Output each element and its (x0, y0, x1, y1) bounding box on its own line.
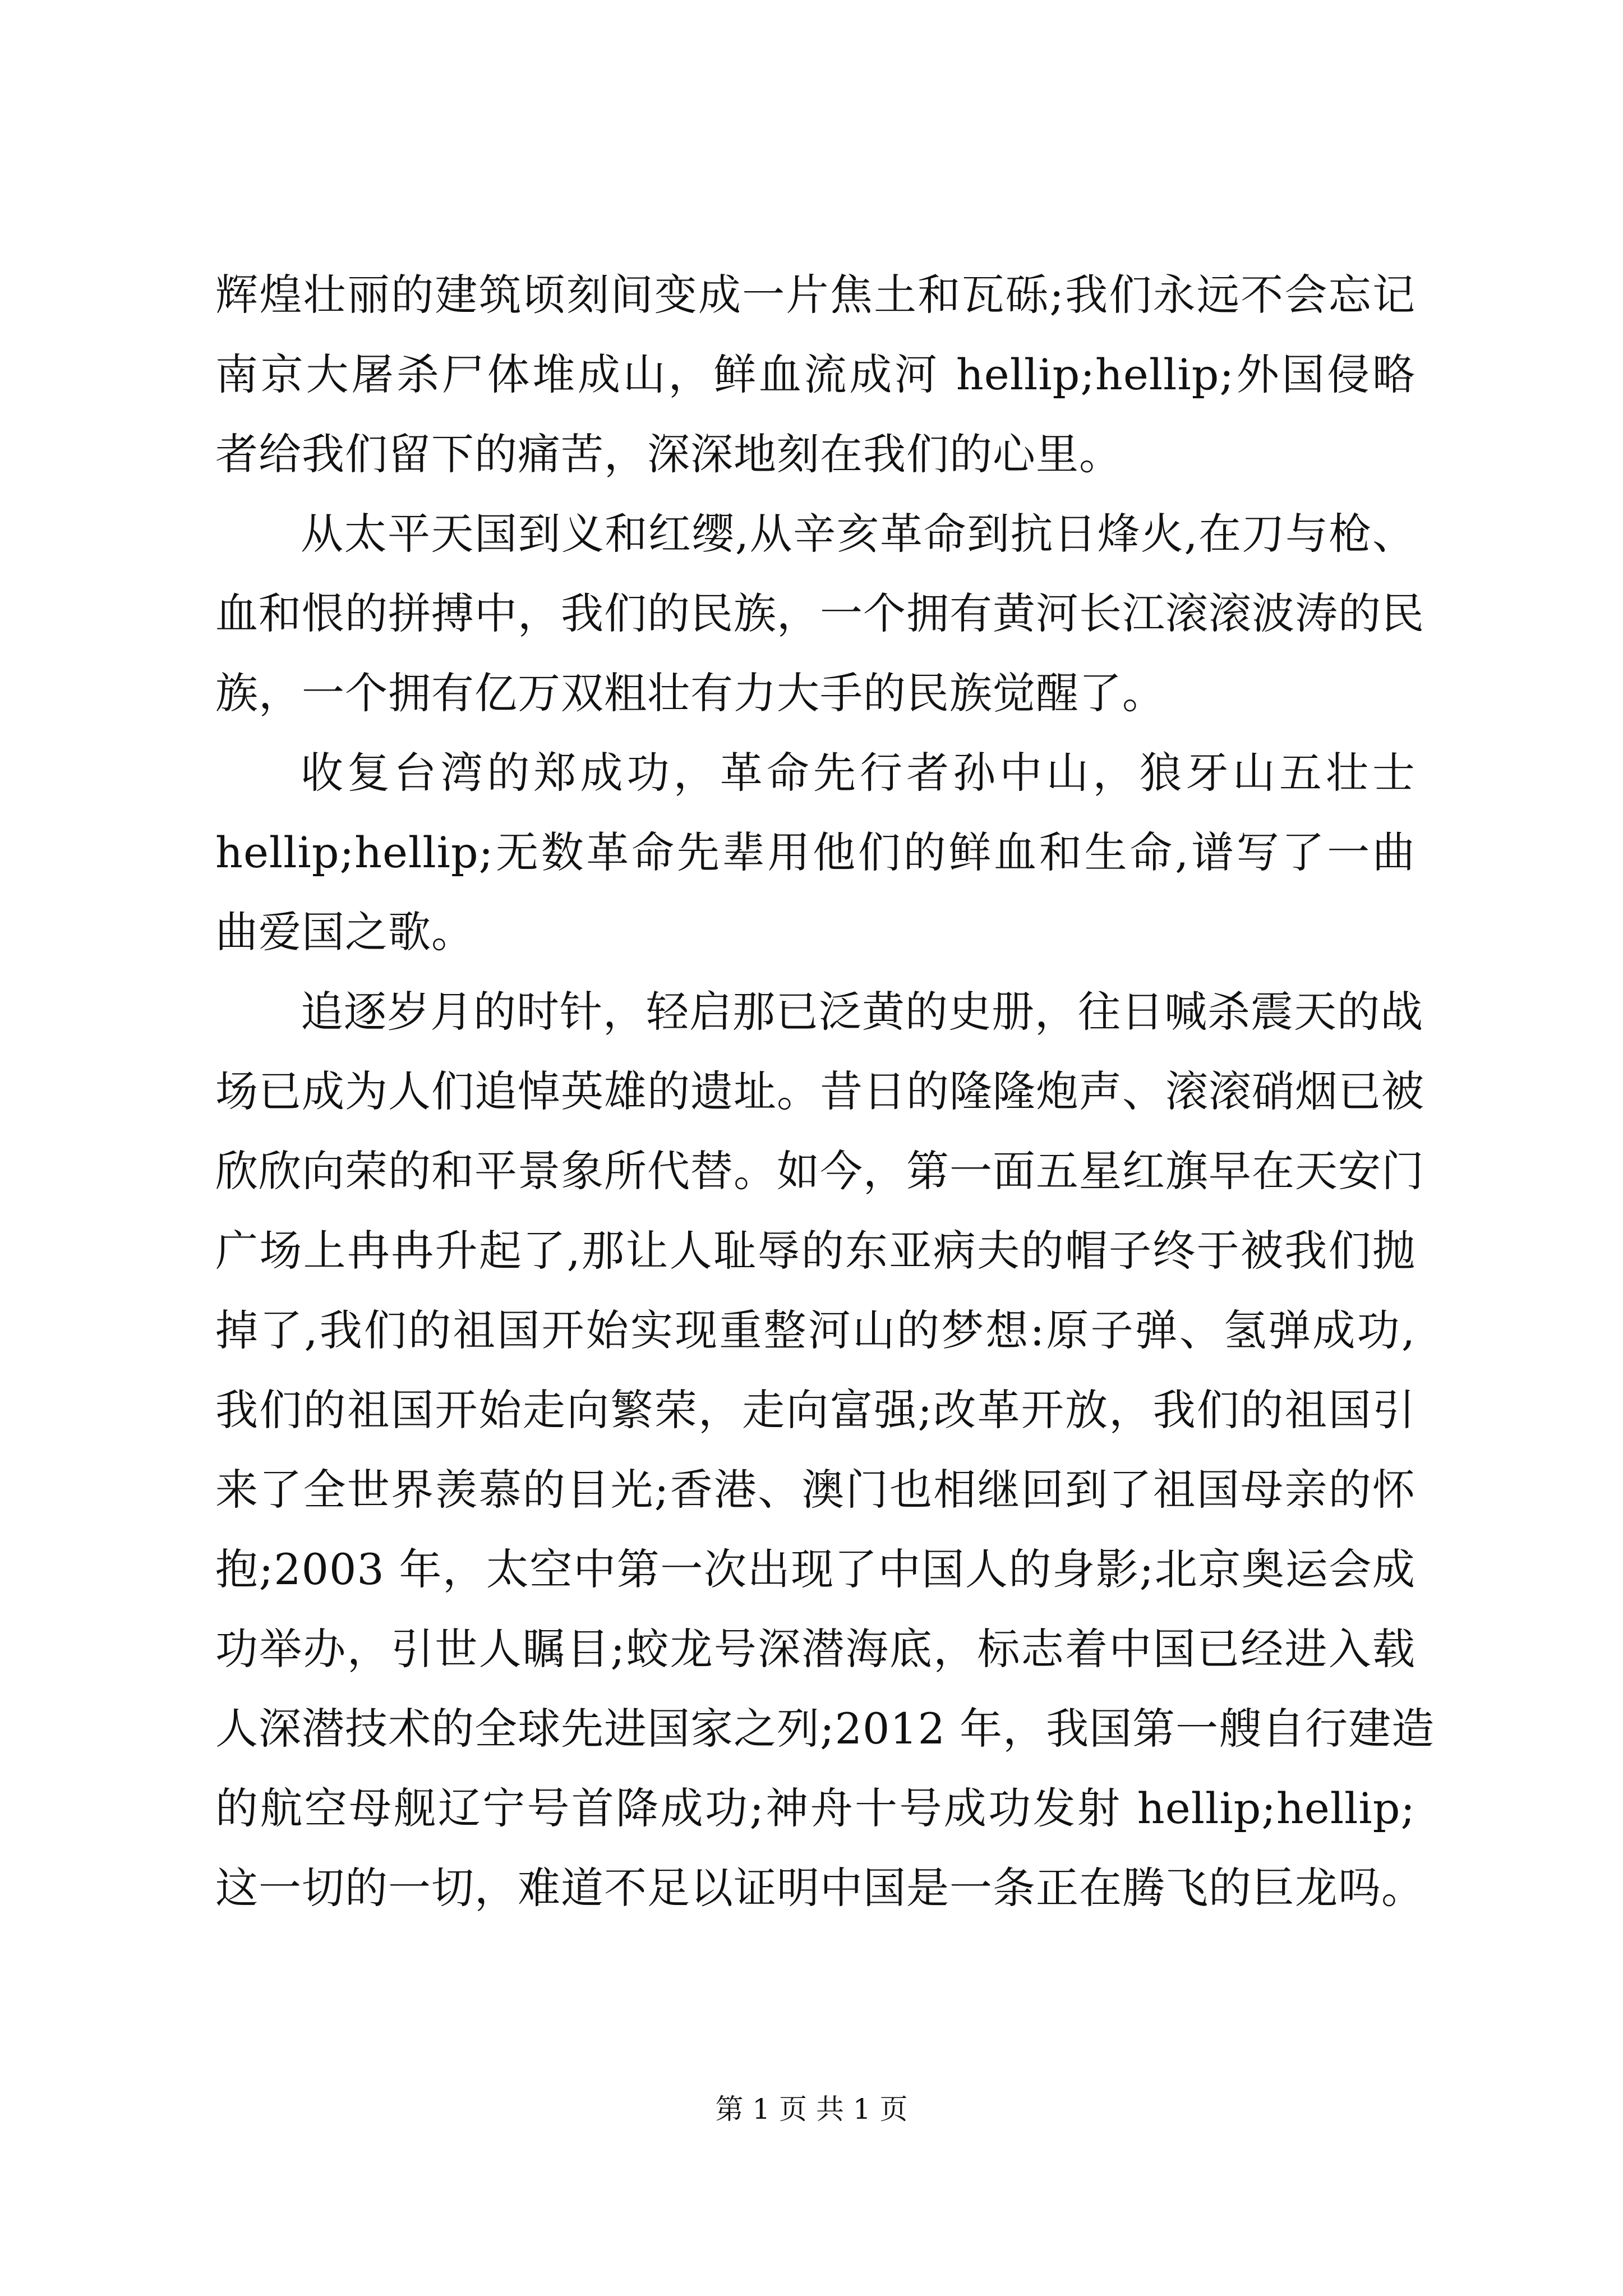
paragraph-first-line: 从太平天国到义和红缨,从辛亥革命到抗日烽火,在刀与枪、 (301, 509, 1415, 559)
text-line: 我们的祖国开始走向繁荣，走向富强;改革开放，我们的祖国引 (215, 1385, 1415, 1435)
page-number-footer: 第 1 页 共 1 页 (715, 2093, 908, 2125)
text-line: 来了全世界羡慕的目光;香港、澳门也相继回到了祖国母亲的怀 (215, 1465, 1415, 1515)
text-line: 辉煌壮丽的建筑顷刻间变成一片焦土和瓦砾;我们永远不会忘记 (215, 270, 1415, 320)
text-line: hellip;hellip;无数革命先辈用他们的鲜血和生命,谱写了一曲 (215, 827, 1415, 877)
text-line: 南京大屠杀尸体堆成山，鲜血流成河 hellip;hellip;外国侵略 (215, 349, 1415, 399)
text-line: 曲爱国之歌。 (215, 907, 474, 957)
text-line: 人深潜技术的全球先进国家之列;2012 年，我国第一艘自行建造 (215, 1704, 1435, 1754)
text-line: 场已成为人们追悼英雄的遗址。昔日的隆隆炮声、滚滚硝烟已被 (215, 1066, 1424, 1116)
text-line: 的航空母舰辽宁号首降成功;神舟十号成功发射 hellip;hellip; (215, 1783, 1415, 1833)
paragraph-first-line: 收复台湾的郑成功，革命先行者孙中山，狼牙山五壮士 (301, 748, 1415, 798)
text-line: 这一切的一切，难道不足以证明中国是一条正在腾飞的巨龙吗。 (215, 1863, 1424, 1913)
text-line: 掉了,我们的祖国开始实现重整河山的梦想:原子弹、氢弹成功, (215, 1305, 1415, 1355)
text-line: 者给我们留下的痛苦，深深地刻在我们的心里。 (215, 429, 1122, 479)
text-line: 族，一个拥有亿万双粗壮有力大手的民族觉醒了。 (215, 668, 1165, 718)
text-line: 功举办，引世人瞩目;蛟龙号深潜海底，标志着中国已经进入载 (215, 1624, 1415, 1674)
paragraph-first-line: 追逐岁月的时针，轻启那已泛黄的史册，往日喊杀震天的战 (301, 987, 1423, 1037)
document-body (215, 255, 1435, 1928)
text-line: 抱;2003 年，太空中第一次出现了中国人的身影;北京奥运会成 (215, 1544, 1415, 1594)
text-line: 欣欣向荣的和平景象所代替。如今，第一面五星红旗早在天安门 (215, 1146, 1424, 1196)
text-line: 广场上冉冉升起了,那让人耻辱的东亚病夫的帽子终于被我们抛 (215, 1226, 1415, 1276)
text-line: 血和恨的拼搏中，我们的民族，一个拥有黄河长江滚滚波涛的民 (215, 588, 1424, 638)
